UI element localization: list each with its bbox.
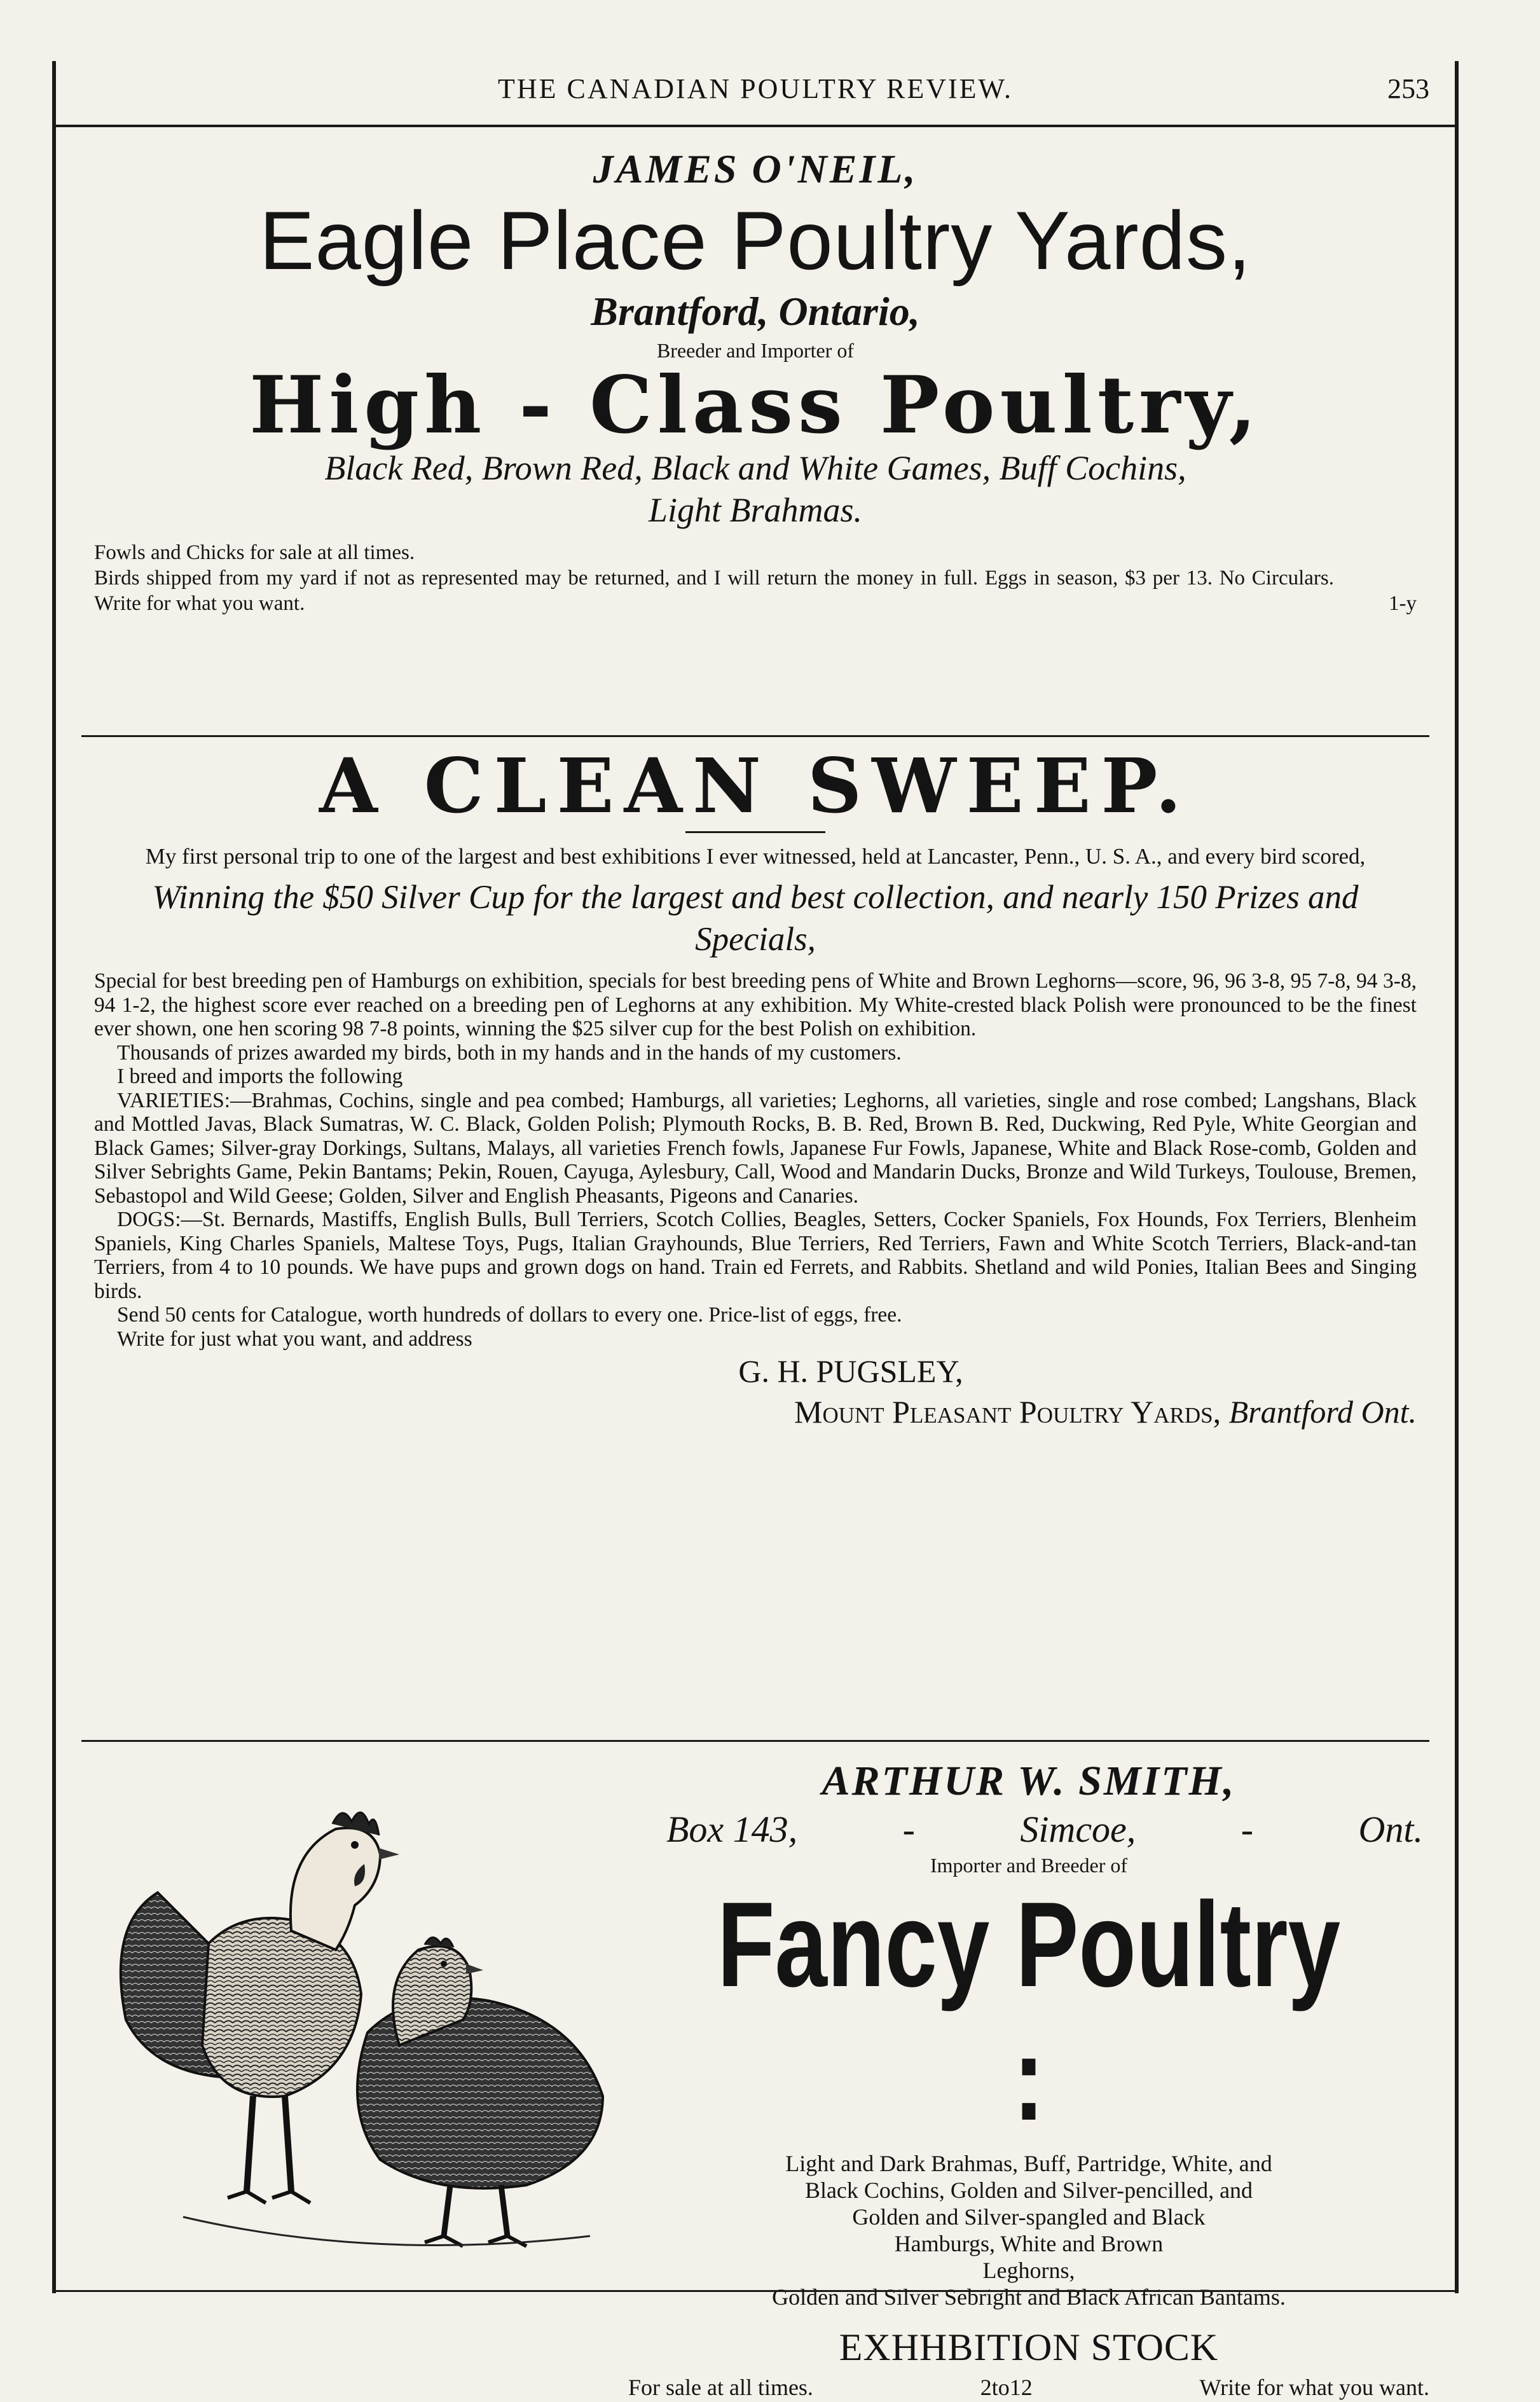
smith-name: ARTHUR W. SMITH, xyxy=(822,1758,1236,1804)
smith-footer-line xyxy=(628,2373,1429,2402)
oneil-headline: High - Class Poultry, xyxy=(249,359,1262,452)
pugsley-breed-import: I breed and imports the following xyxy=(117,1065,403,1088)
pugsley-write: Write for just what you want, and address xyxy=(117,1327,472,1351)
oneil-role: Breeder and Importer of xyxy=(656,339,855,362)
smith-list-line5: Leghorns, xyxy=(982,2258,1075,2283)
pugsley-winning: Winning the $50 Silver Cup for the largest and best collection, and nearly 150 Prizes and Specials, xyxy=(152,879,1359,958)
smith-list-line6: Golden and Silver Sebright and Black African Bantams. xyxy=(772,2284,1286,2310)
poultry-illustration xyxy=(81,1778,666,2261)
pugsley-specials: Special for best breeding pen of Hamburgs on exhibition, specials for best breeding pens of White and Brown Leghorns—score, 96, 96 3-8, 95 7-8, 94 3-8, 94 1-2, the highest score ever reached on a breeding pen of Leghorns at any exhibition. My White-crested black Polish were pronounced to be the finest ever shown, one hen scoring 98 7-8 points, winning the $25 silver cup for the best Polish on exhibition. xyxy=(94,969,1417,1040)
pugsley-varieties: VARIETIES:—Brahmas, Cochins, single and pea combed; Hamburgs, all varieties; Leghorns, all varieties, single and rose combed; Langshans, Black and Mottled Javas, Black Sumatras, W. C. Black, Golden Polish; Plymouth Rocks, B. B. Red, Brown B. Red, Duckwing, Red Pyle, White Georgian and Black Games; Silver-gray Dorkings, Sultans, Malays, all varieties French fowls, Japanese Fur Fowls, Japanese, White and Black Rose-comb, Golden and Silver Sebrights Game, Pekin Bantams; Pekin, Rouen, Cayuga, Aylesbury, Call, Wood and Mandarin Ducks, Bronze and Wild Turkeys, Toulouse, Bremen, Sebastopol and Wild Geese; Golden, Silver and English Pheasants, Pigeons and Canaries. xyxy=(94,1088,1417,1208)
oneil-text-line1: Fowls and Chicks for sale at all times. xyxy=(94,541,415,564)
oneil-business-name: Eagle Place Poultry Yards, xyxy=(259,194,1252,287)
pugsley-send: Send 50 cents for Catalogue, worth hundreds of dollars to every one. Price-list of eggs, free. xyxy=(117,1303,902,1327)
oneil-text-line2: Birds shipped from my yard if not as represented may be returned, and I will return the money in full. Eggs in season, $3 per 13. No Circulars. Write for what you want. xyxy=(94,567,1334,615)
headline-underline xyxy=(685,831,825,833)
smith-province: Ont. xyxy=(1358,1809,1423,1850)
pugsley-advertisement xyxy=(94,742,1417,1432)
smith-advertisement xyxy=(628,1756,1429,2402)
smith-box: Box 143, xyxy=(666,1809,798,1850)
smith-dash: - xyxy=(902,1809,915,1850)
pugsley-dogs: DOGS:—St. Bernards, Mastiffs, English Bulls, Bull Terriers, Scotch Collies, Beagles, Setters, Cocker Spaniels, Fox Hounds, Fox Terriers, Blenheim Spaniels, King Charles Spaniels, Maltese Toys, Pugs, Italian Grayhounds, Blue Terriers, Red Terriers, Fawn and White Scotch Terriers, Black-and-tan Terriers, from 4 to 10 pounds. We have pups and grown dogs on hand. Train ed Ferrets, and Rabbits. Shetland and wild Ponies, Italian Bees and Singing birds. xyxy=(94,1208,1417,1303)
oneil-advertisement xyxy=(94,144,1417,616)
smith-exhibition-stock: EXHHBITION STOCK xyxy=(839,2326,1219,2368)
smith-address-line xyxy=(628,1807,1429,1853)
divider-2 xyxy=(81,1740,1429,1742)
smith-dash2: - xyxy=(1241,1809,1254,1850)
smith-headline: Fancy Poultry : xyxy=(717,1877,1341,2146)
pugsley-yards-line xyxy=(94,1391,1417,1432)
pugsley-yards: Mount Pleasant Poultry Yards, xyxy=(794,1394,1221,1430)
page-number: 253 xyxy=(1387,73,1429,104)
pugsley-intro: My first personal trip to one of the largest and best exhibitions I ever witnessed, held at Lancaster, Penn., U. S. A., and every bird scored, xyxy=(145,844,1366,869)
smith-list-line3: Golden and Silver-spangled and Black xyxy=(852,2204,1206,2230)
smith-list-line1: Light and Dark Brahmas, Buff, Partridge, White, and xyxy=(785,2151,1272,2176)
smith-footer-right: Write for what you want. xyxy=(1199,2375,1429,2400)
oneil-location: Brantford, Ontario, xyxy=(591,289,920,334)
oneil-breeds-line1: Black Red, Brown Red, Black and White Games, Buff Cochins, xyxy=(324,449,1186,487)
pugsley-thousands: Thousands of prizes awarded my birds, both in my hands and in the hands of my customers. xyxy=(117,1040,902,1065)
smith-footer-code: 2to12 xyxy=(980,2375,1033,2400)
pugsley-signature: G. H. PUGSLEY, xyxy=(738,1353,963,1389)
page xyxy=(52,61,1459,2400)
smith-role: Importer and Breeder of xyxy=(930,1854,1128,1877)
pugsley-yards-place: Brantford Ont. xyxy=(1228,1394,1417,1430)
oneil-ad-code: 1-y xyxy=(1389,592,1417,615)
smith-list-line2: Black Cochins, Golden and Silver-pencilled, and xyxy=(804,2178,1253,2203)
oneil-breeds-line2: Light Brahmas. xyxy=(648,491,863,529)
smith-list xyxy=(628,2150,1429,2310)
smith-footer-left: For sale at all times. xyxy=(628,2375,813,2400)
smith-town: Simcoe, xyxy=(1020,1809,1136,1850)
bottom-border xyxy=(56,2290,1455,2292)
oneil-name: JAMES O'NEIL, xyxy=(593,146,918,191)
divider-1 xyxy=(81,735,1429,737)
journal-title: THE CANADIAN POULTRY REVIEW. xyxy=(498,73,1013,104)
smith-list-line4: Hamburgs, White and Brown xyxy=(894,2231,1164,2256)
running-header xyxy=(56,61,1455,127)
rooster-and-hen-icon xyxy=(81,1778,666,2261)
pugsley-headline: A CLEAN SWEEP. xyxy=(319,742,1192,830)
